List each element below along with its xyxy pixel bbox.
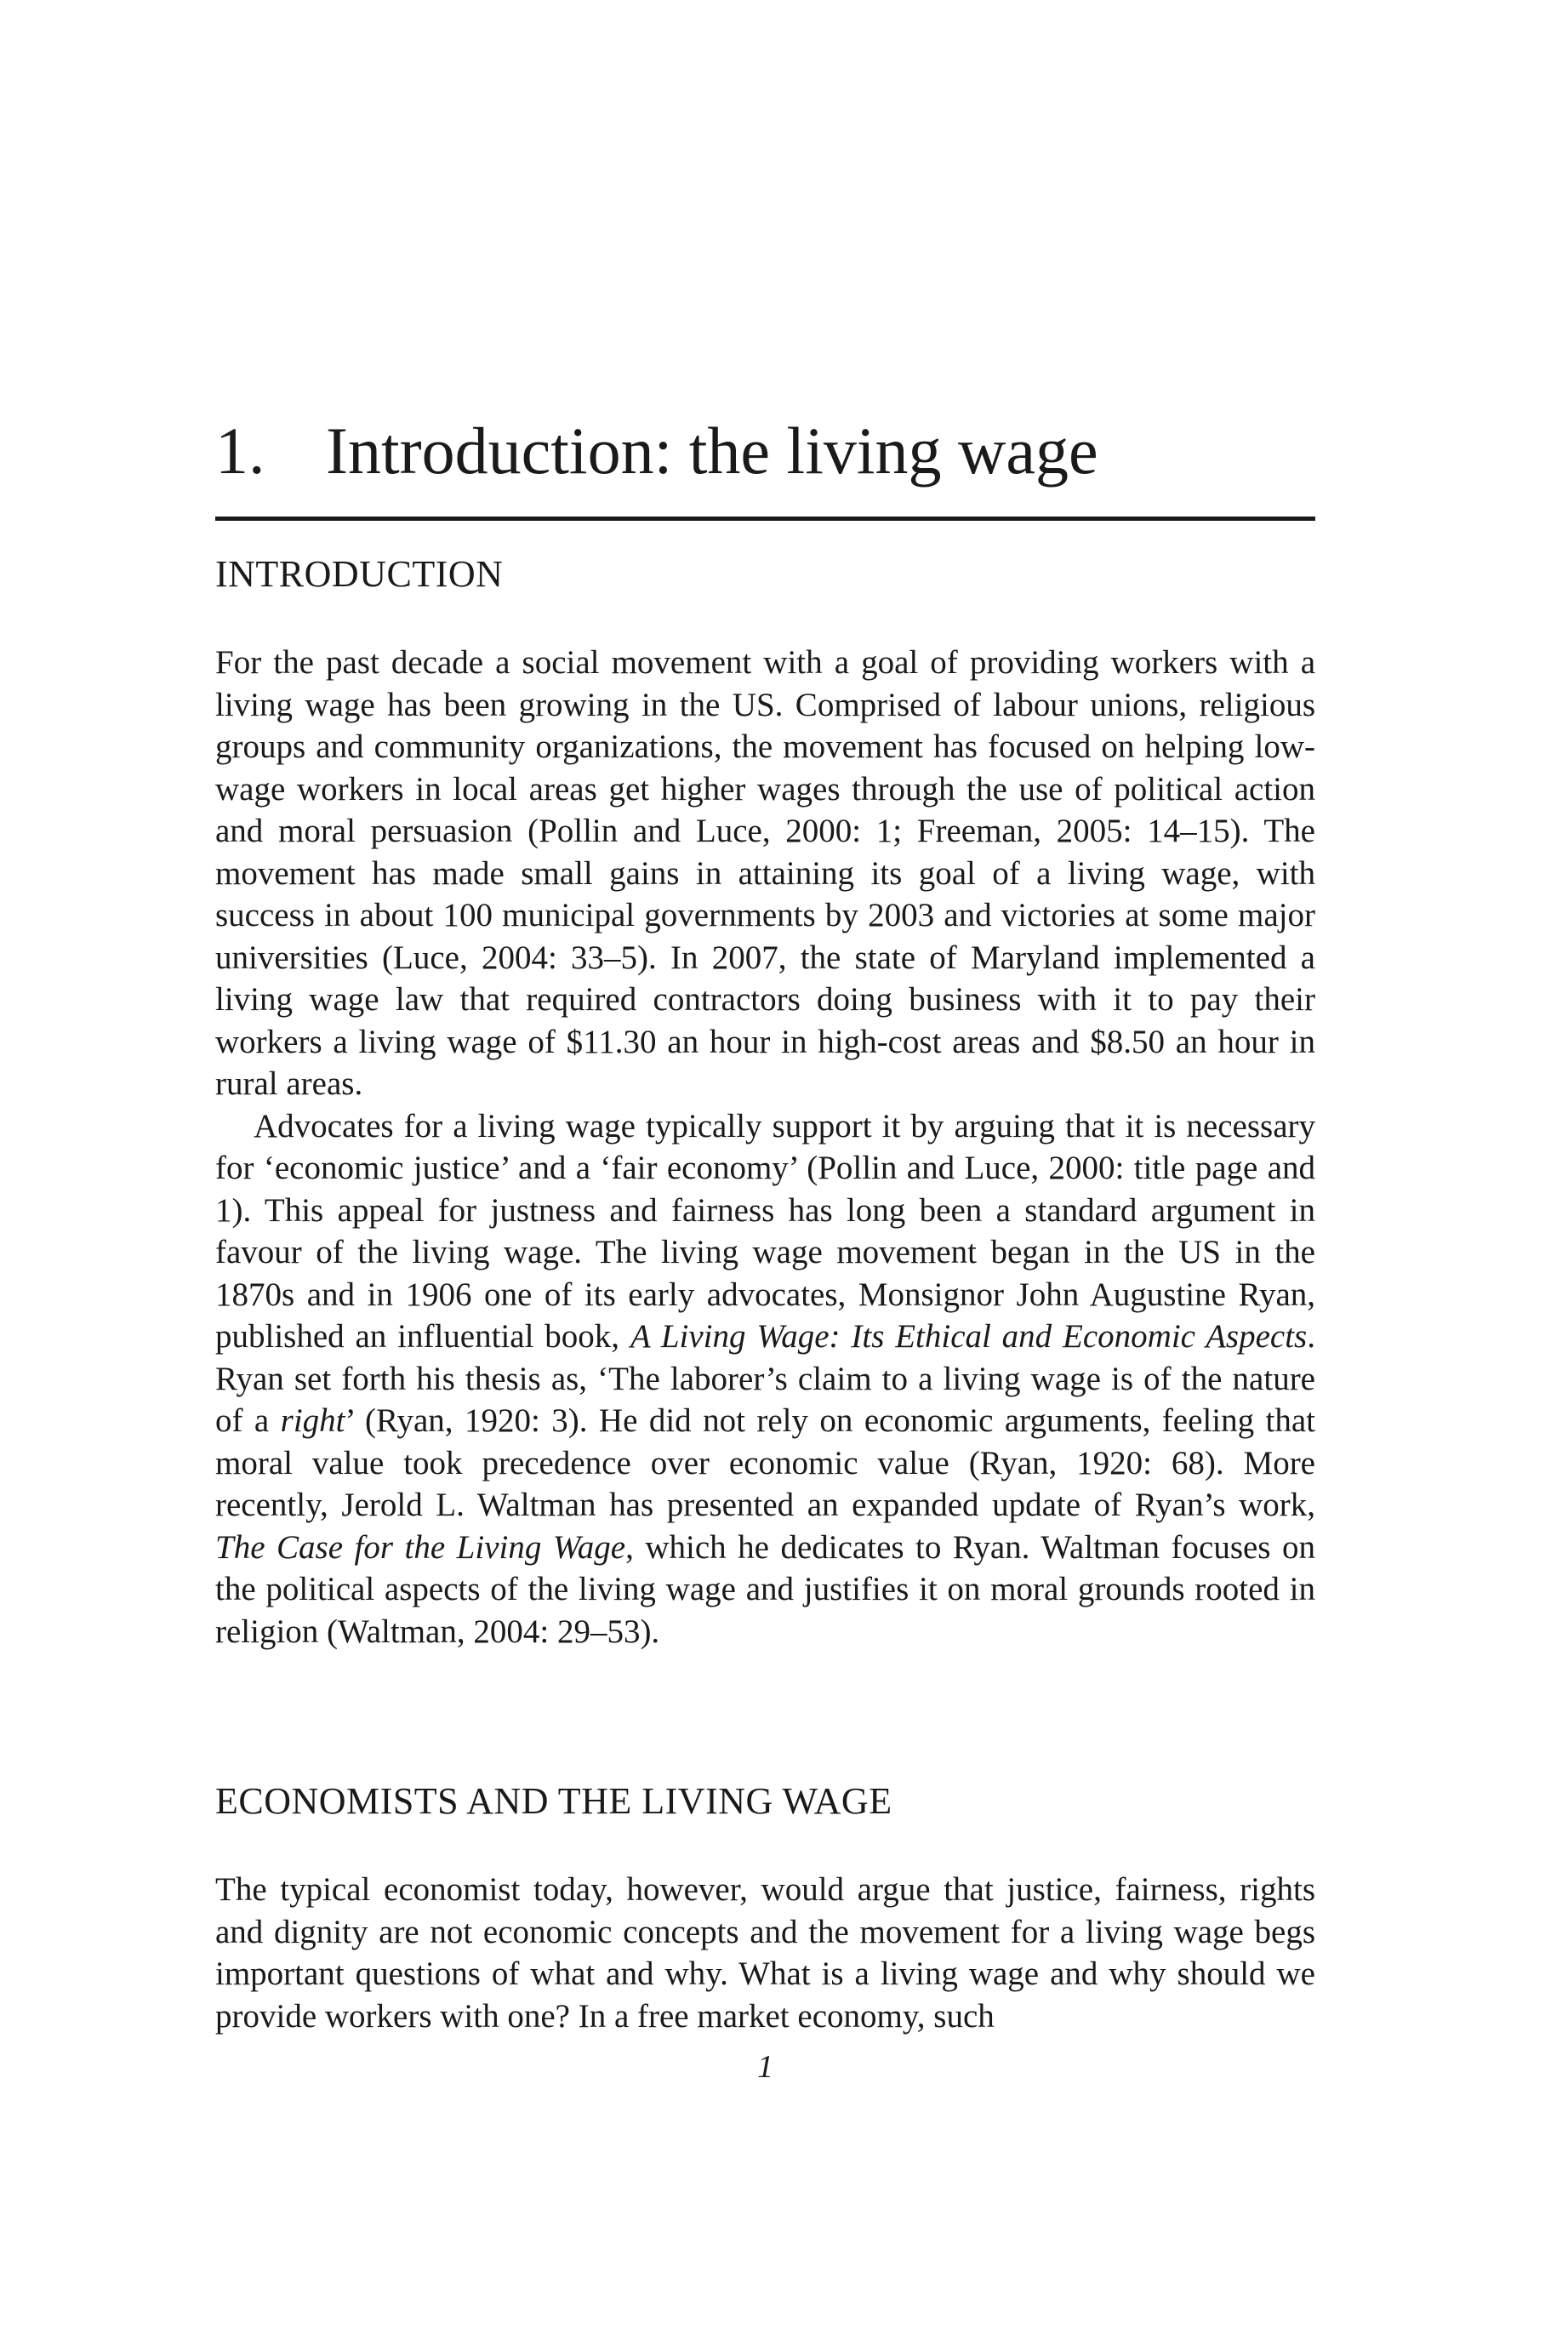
book-page: [215, 0, 1315, 2352]
paragraph-text: Advocates for a living wage typically support it by arguing that it is necessary for ‘economic justice’ and a ‘fair economy’ (Pollin and Luce, 2000: title page and 1). This appeal for justness and fairness has long been a standard argument in favour of the living wage. The living wage movement began in the US in the 1870s and in 1906 one of its early advocates, Monsignor John Augustine Ryan, published an influential book,: [215, 1107, 1315, 1355]
chapter-title-text: Introduction: the living wage: [326, 414, 1098, 488]
chapter-number: 1.: [215, 414, 265, 488]
emphasis-right: right: [280, 1402, 345, 1439]
paragraph-text: . Ryan set forth his thesis as, ‘The laborer’s claim to a living wage is of the nature of a: [215, 1318, 1315, 1439]
section-body-economists: [215, 1869, 1315, 2037]
chapter-title: [215, 408, 1315, 494]
section-body-introduction: [215, 642, 1315, 1653]
section-heading-economists: ECONOMISTS AND THE LIVING WAGE: [215, 1780, 892, 1822]
paragraph: The typical economist today, however, would argue that justice, fairness, rights and dignity are not economic concepts and the movement for a living wage begs important questions of what and why. What is a living wage and why should we provide workers with one? In a free market economy, such: [215, 1871, 1315, 2035]
paragraph: For the past decade a social movement with a goal of providing workers with a living wage has been growing in the US. Comprised of labour unions, religious groups and community organizations, the movement has focused on helping low-wage workers in local areas get higher wages through the use of political action and moral persuasion (Pollin and Luce, 2000: 1; Freeman, 2005: 14–15). The movement has made small gains in attaining its goal of a living wage, with success in about 100 municipal governments by 2003 and victories at some major universities (Luce, 2004: 33–5). In 2007, the state of Maryland implemented a living wage law that required contractors doing business with it to pay their workers a living wage of $11.30 an hour in high-cost areas and $8.50 an hour in rural areas.: [215, 644, 1315, 1102]
section-heading-introduction: INTRODUCTION: [215, 553, 504, 595]
book-title-a-living-wage: A Living Wage: Its Ethical and Economic Aspects: [630, 1318, 1308, 1355]
book-title-case-for-living-wage: The Case for the Living Wage: [215, 1528, 626, 1566]
paragraph: [215, 1105, 1315, 1653]
paragraph-text: , which he dedicates to Ryan. Waltman focuses on the political aspects of the living wage and justifies it on moral grounds rooted in religion (Waltman, 2004: 29–53).: [215, 1528, 1315, 1650]
paragraph-text: ’ (Ryan, 1920: 3). He did not rely on economic arguments, feeling that moral value took precedence over economic value (Ryan, 1920: 68). More recently, Jerold L. Waltman has presented an expanded update of Ryan’s work,: [215, 1402, 1315, 1523]
page-number: 1: [757, 2049, 773, 2085]
chapter-title-rule: [215, 517, 1315, 521]
